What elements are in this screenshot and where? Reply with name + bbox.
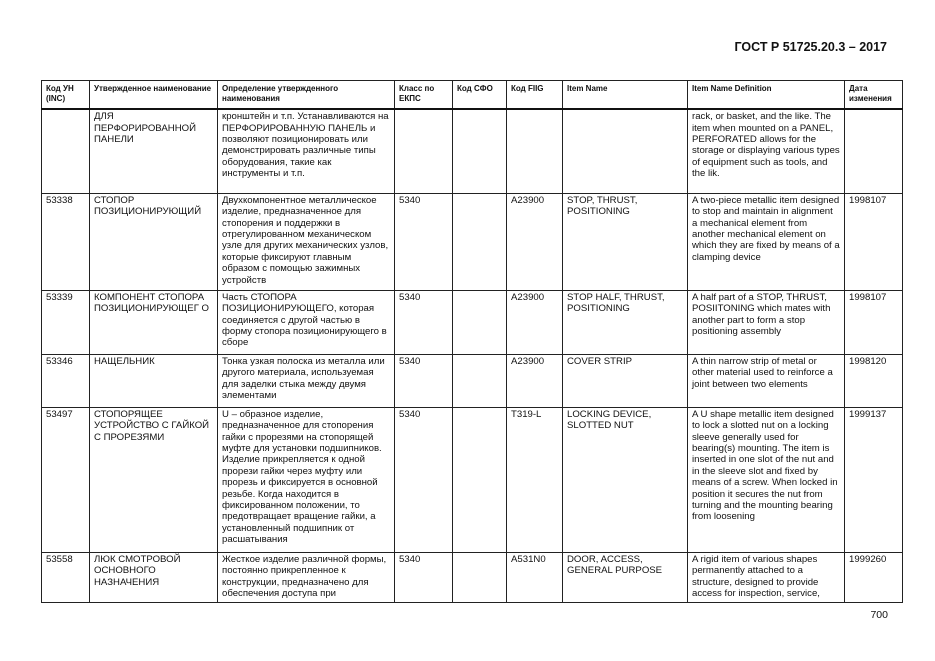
cell-name: НАЩЕЛЬНИК bbox=[90, 354, 218, 407]
column-header-date: Дата изменения bbox=[845, 81, 903, 110]
cell-date bbox=[845, 109, 903, 193]
cell-item-name: STOP HALF, THRUST, POSITIONING bbox=[563, 290, 688, 354]
cell-definition: Жесткое изделие различной формы, постоянно прикрепленное к конструкции, предназначено для обеспечения доступа при bbox=[218, 552, 395, 603]
document-header: ГОСТ Р 51725.20.3 – 2017 bbox=[734, 40, 887, 54]
cell-ekps: 5340 bbox=[395, 193, 453, 290]
cell-date: 1999137 bbox=[845, 407, 903, 552]
table-row bbox=[42, 290, 903, 354]
cell-item-name: STOP, THRUST, POSITIONING bbox=[563, 193, 688, 290]
column-header-inc: Код УН (INC) bbox=[42, 81, 90, 110]
cell-definition: Часть СТОПОРА ПОЗИЦИОНИРУЮЩЕГО, которая соединяется с другой частью в форму стопора позиционирующего в сборе bbox=[218, 290, 395, 354]
cell-item-definition: A half part of a STOP, THRUST, POSIITONING which mates with another part to form a stop positioning assembly bbox=[688, 290, 845, 354]
cell-definition: Тонка узкая полоска из металла или другого материала, используемая для заделки стыка между двумя элементами bbox=[218, 354, 395, 407]
cell-item-definition: rack, or basket, and the like. The item when mounted on a PANEL, PERFORATED allows for the storage or displaying various types of equipment such as tools, and the lik. bbox=[688, 109, 845, 193]
cell-inc: 53497 bbox=[42, 407, 90, 552]
cell-item-name: DOOR, ACCESS, GENERAL PURPOSE bbox=[563, 552, 688, 603]
cell-ekps: 5340 bbox=[395, 290, 453, 354]
table-row bbox=[42, 193, 903, 290]
cell-item-definition: A thin narrow strip of metal or other material used to reinforce a joint between two elements bbox=[688, 354, 845, 407]
table-header-row bbox=[42, 81, 903, 110]
cell-ekps: 5340 bbox=[395, 407, 453, 552]
cell-fiig: T319-L bbox=[507, 407, 563, 552]
cell-fiig: A23900 bbox=[507, 290, 563, 354]
column-header-definition: Определение утвержденного наименования bbox=[218, 81, 395, 110]
cell-name: СТОПОРЯЩЕЕ УСТРОЙСТВО С ГАЙКОЙ С ПРОРЕЗЯМИ bbox=[90, 407, 218, 552]
cell-fiig: A23900 bbox=[507, 354, 563, 407]
column-header-fiig: Код FIIG bbox=[507, 81, 563, 110]
cell-sfo bbox=[453, 354, 507, 407]
cell-item-name: LOCKING DEVICE, SLOTTED NUT bbox=[563, 407, 688, 552]
column-header-name: Утвержденное наименование bbox=[90, 81, 218, 110]
column-header-sfo: Код СФО bbox=[453, 81, 507, 110]
cell-ekps bbox=[395, 109, 453, 193]
cell-sfo bbox=[453, 193, 507, 290]
table-row bbox=[42, 109, 903, 193]
cell-sfo bbox=[453, 552, 507, 603]
cell-item-definition: A two-piece metallic item designed to stop and maintain in alignment a mechanical element from another mechanical element on which they are fixed by means of a clamping device bbox=[688, 193, 845, 290]
cell-date: 1998107 bbox=[845, 193, 903, 290]
column-header-item-name: Item Name bbox=[563, 81, 688, 110]
cell-item-name bbox=[563, 109, 688, 193]
cell-item-definition: A U shape metallic item designed to lock a slotted nut on a locking sleeve generally used for bearing(s) mounting. The item is inserted in one slot of the nut and in the sleeve slot and fixed by means of a screw. When locked in position it secures the nut from turning and the mounting bearing from loosening bbox=[688, 407, 845, 552]
page-number: 700 bbox=[870, 609, 888, 621]
cell-inc: 53339 bbox=[42, 290, 90, 354]
catalog-table bbox=[41, 80, 903, 603]
cell-definition: кронштейн и т.п. Устанавливаются на ПЕРФОРИРОВАННУЮ ПАНЕЛЬ и позволяют позиционировать или демонстрировать различные типы оборудования, такие как инструменты и т.п. bbox=[218, 109, 395, 193]
cell-inc bbox=[42, 109, 90, 193]
column-header-ekps: Класс по ЕКПС bbox=[395, 81, 453, 110]
cell-fiig bbox=[507, 109, 563, 193]
cell-inc: 53346 bbox=[42, 354, 90, 407]
column-header-item-definition: Item Name Definition bbox=[688, 81, 845, 110]
cell-sfo bbox=[453, 407, 507, 552]
cell-item-definition: A rigid item of various shapes permanently attached to a structure, designed to provide access for inspection, service, bbox=[688, 552, 845, 603]
cell-inc: 53558 bbox=[42, 552, 90, 603]
cell-ekps: 5340 bbox=[395, 552, 453, 603]
cell-ekps: 5340 bbox=[395, 354, 453, 407]
cell-date: 1998107 bbox=[845, 290, 903, 354]
cell-inc: 53338 bbox=[42, 193, 90, 290]
cell-name: ДЛЯ ПЕРФОРИРОВАННОЙ ПАНЕЛИ bbox=[90, 109, 218, 193]
table-row bbox=[42, 354, 903, 407]
cell-definition: Двухкомпонентное металлическое изделие, предназначенное для стопорения и поддержки в отрегулированном механическом узле для других механических узлов, которые фиксируют главным образом с помощью зажимных устройств bbox=[218, 193, 395, 290]
cell-date: 1998120 bbox=[845, 354, 903, 407]
cell-name: ЛЮК СМОТРОВОЙ ОСНОВНОГО НАЗНАЧЕНИЯ bbox=[90, 552, 218, 603]
table-row bbox=[42, 552, 903, 603]
cell-name: СТОПОР ПОЗИЦИОНИРУЮЩИЙ bbox=[90, 193, 218, 290]
cell-definition: U – образное изделие, предназначенное для стопорения гайки с прорезями на стопорящей муфте для установки подшипников. Изделие прикрепляется к одной прорези гайки через муфту или прорезь и фиксируется в основной резьбе. Когда находится в фиксированном положении, то предотвращает вращение гайки, а установленный подшипник от расшатывания bbox=[218, 407, 395, 552]
cell-sfo bbox=[453, 109, 507, 193]
cell-item-name: COVER STRIP bbox=[563, 354, 688, 407]
cell-name: КОМПОНЕНТ СТОПОРА ПОЗИЦИОНИРУЮЩЕГ О bbox=[90, 290, 218, 354]
cell-fiig: A531N0 bbox=[507, 552, 563, 603]
cell-date: 1999260 bbox=[845, 552, 903, 603]
cell-fiig: A23900 bbox=[507, 193, 563, 290]
table-row bbox=[42, 407, 903, 552]
cell-sfo bbox=[453, 290, 507, 354]
